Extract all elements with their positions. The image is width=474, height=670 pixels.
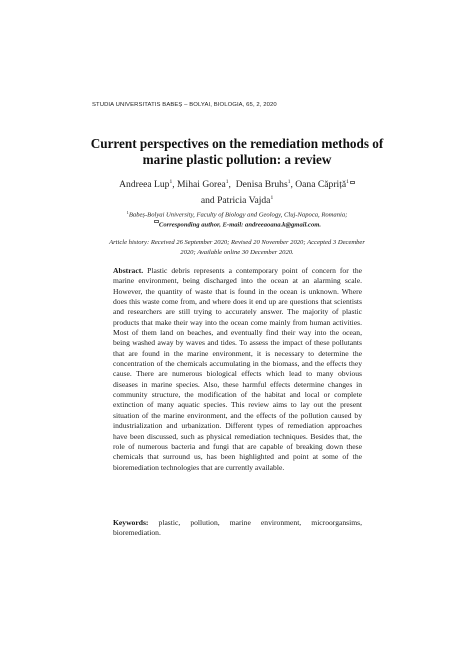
author-2-affil: 1 [225, 179, 229, 185]
author-2: Mihai Gorea [177, 179, 226, 190]
article-title [40, 136, 434, 168]
author-1-affil: 1 [169, 179, 173, 185]
title-line-2: marine plastic pollution: a review [142, 152, 332, 167]
author-list [40, 176, 434, 207]
author-3-affil: 1 [287, 179, 291, 185]
keywords-label: Keywords: [113, 518, 149, 527]
envelope-icon [350, 181, 355, 185]
envelope-icon [154, 220, 159, 224]
affiliation-sup: 1 [126, 210, 129, 215]
history-line-1: Article history: Received 26 September 2020; Revised 20 November 2020; Accepted 3 December [109, 239, 365, 246]
author-3: Denisa Bruhs [235, 179, 288, 190]
author-1: Andreea Lup [119, 179, 170, 190]
author-4-affil: 1 [346, 179, 349, 185]
corresponding-label: Corresponding author, E-mail: [158, 221, 244, 228]
abstract-paragraph [113, 266, 362, 473]
abstract-label: Abstract. [113, 266, 144, 275]
author-5: and Patricia Vajda [200, 194, 271, 206]
author-4: Oana Căpriță [295, 179, 347, 190]
authors-line-2 [40, 192, 434, 208]
keywords-text: plastic, pollution, marine environment, microorgansims, bioremediation. [113, 518, 362, 538]
keywords-paragraph [113, 518, 362, 539]
affiliation-line [40, 208, 434, 220]
corresponding-line [40, 220, 434, 230]
corresponding-email: andreeaoana.k@gmail.com. [245, 221, 322, 228]
authors-line-1: Andreea Lup$^1$, Mihai Gorea$^1$, Denisa Bruhs$^1$, Oana Căpriță$^1$ [40, 176, 434, 192]
title-line-1: Current perspectives on the remediation methods of [90, 136, 384, 151]
journal-header: STUDIA UNIVERSITATIS BABEȘ – BOLYAI, BIOLOGIA, 65, 2, 2020 [92, 102, 277, 108]
affiliation-text: Babeș-Bolyai University, Faculty of Biology and Geology, Cluj-Napoca, Romania; [128, 211, 348, 219]
history-line-2: 2020; Available online 30 December 2020. [180, 248, 294, 256]
article-history [94, 238, 380, 257]
affiliation-block [40, 208, 434, 229]
abstract-text: Plastic debris represents a contemporary point of concern for the marine environment, being discharged into the ocean at an alarming scale. However, the quantity of waste that is found in the ocean is unknown. Where does this waste come from, and where does it end up are questions that scientists and researchers are still trying to accurately answer. The majority of plastic products that make their way into the ocean come mainly from human activities. Most of them land on beaches, and eventually find their way into the ocean, being washed away by waves and tides. To assess the impact of these pollutants that are found in the marine environment, it is necessary to determine the concentration of the chemicals accumulating in the biomass, and the effects they cause. There are numerous biological effects which lead to many obvious diseases in marine species. Also, these harmful effects determine changes in community structure, the modification of the habitat and local or complete extinction of many aquatic species. This review aims to lay out the present situation of the marine environment, and the effects of the pollution caused by industrialization and urbanization. Different types of remediation approaches have been discussed, such as physical remediation techniques. Besides that, the role of numerous bacteria and fungi that are capable of breaking down these chemicals that surround us, has been highlighted and point at some of the bioremediation technologies that are currently available. [113, 266, 362, 472]
author-5-affil: 1 [270, 194, 274, 201]
